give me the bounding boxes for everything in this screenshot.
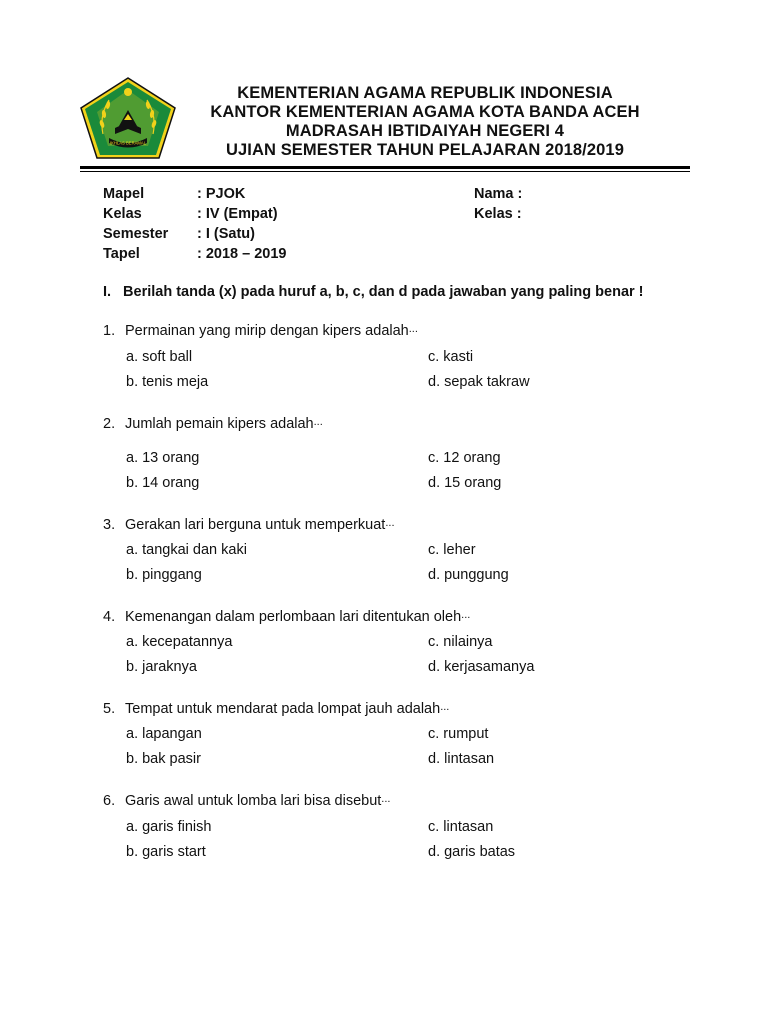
info-value: : PJOK <box>197 186 246 202</box>
option-c: c. nilainya <box>428 634 493 650</box>
option-a: a. soft ball <box>126 349 193 365</box>
question-text: Gerakan lari berguna untuk memperkuat <box>125 517 386 533</box>
option-c: c. 12 orang <box>428 450 501 466</box>
option-d: d. lintasan <box>428 751 495 767</box>
header-exam: UJIAN SEMESTER TAHUN PELAJARAN 2018/2019 <box>226 141 624 159</box>
info-value: : I (Satu) <box>197 226 255 242</box>
exam-info <box>103 184 287 264</box>
student-info <box>474 184 522 224</box>
option-b: b. 14 orang <box>126 475 200 491</box>
info-row <box>103 244 287 264</box>
option-d: d. 15 orang <box>428 475 502 491</box>
option-d: d. sepak takraw <box>428 374 530 390</box>
header-office: KANTOR KEMENTERIAN AGAMA KOTA BANDA ACEH <box>210 103 640 121</box>
info-row <box>103 184 287 204</box>
question-text: Kemenangan dalam perlombaan lari ditentukan oleh <box>125 609 462 625</box>
logo-text: IKHLAS BERAMAL <box>109 140 147 146</box>
question-text: Jumlah pemain kipers adalah <box>125 416 314 432</box>
option-b: b. garis start <box>126 844 206 860</box>
header-school: MADRASAH IBTIDAIYAH NEGERI 4 <box>285 122 565 140</box>
info-label: Tapel <box>103 246 140 262</box>
option-c: c. kasti <box>428 349 474 365</box>
student-class-field: Kelas : <box>474 206 522 222</box>
question-1 <box>103 323 418 339</box>
question-4 <box>103 609 470 625</box>
option-b: b. bak pasir <box>126 751 201 767</box>
question-dots: ... <box>440 701 450 713</box>
kemenag-logo-icon <box>79 76 177 160</box>
option-c: c. lintasan <box>428 819 494 835</box>
question-dots: ... <box>313 416 323 428</box>
instruction-text: Berilah tanda (x) pada huruf a, b, c, dan d pada jawaban yang paling benar ! <box>123 284 644 300</box>
question-number: 5. <box>103 701 116 717</box>
header-divider-thin <box>80 171 690 172</box>
option-a: a. kecepatannya <box>126 634 233 650</box>
option-b: b. jaraknya <box>126 659 197 675</box>
question-text: Permainan yang mirip dengan kipers adalah <box>125 323 409 339</box>
option-b: b. pinggang <box>126 567 202 583</box>
question-number: 3. <box>103 517 116 533</box>
info-label: Semester <box>103 226 169 242</box>
option-c: c. rumput <box>428 726 489 742</box>
option-d: d. punggung <box>428 567 509 583</box>
info-value: : 2018 – 2019 <box>197 246 287 262</box>
question-dots: ... <box>461 609 471 621</box>
header-divider-thick <box>80 166 690 169</box>
info-value: : IV (Empat) <box>197 206 278 222</box>
info-label: Mapel <box>103 186 145 202</box>
option-d: d. kerjasamanya <box>428 659 535 675</box>
option-a: a. tangkai dan kaki <box>126 542 247 558</box>
instruction <box>103 284 644 300</box>
document-header <box>190 84 660 160</box>
question-number: 1. <box>103 323 116 339</box>
question-text: Garis awal untuk lomba lari bisa disebut <box>125 793 382 809</box>
question-dots: ... <box>408 323 418 335</box>
option-a: a. 13 orang <box>126 450 200 466</box>
option-c: c. leher <box>428 542 476 558</box>
question-dots: ... <box>381 793 391 805</box>
question-dots: ... <box>385 517 395 529</box>
question-number: 2. <box>103 416 116 432</box>
question-number: 4. <box>103 609 116 625</box>
option-a: a. garis finish <box>126 819 212 835</box>
info-label: Kelas <box>103 206 142 222</box>
question-text: Tempat untuk mendarat pada lompat jauh adalah <box>125 701 441 717</box>
option-d: d. garis batas <box>428 844 516 860</box>
option-b: b. tenis meja <box>126 374 209 390</box>
option-a: a. lapangan <box>126 726 202 742</box>
question-2 <box>103 416 323 432</box>
info-row <box>103 204 287 224</box>
instruction-number: I. <box>103 284 112 300</box>
question-6 <box>103 793 390 809</box>
student-name-field: Nama : <box>474 186 523 202</box>
question-number: 6. <box>103 793 116 809</box>
question-3 <box>103 517 395 533</box>
question-5 <box>103 701 449 717</box>
info-row <box>103 224 287 244</box>
header-ministry: KEMENTERIAN AGAMA REPUBLIK INDONESIA <box>237 84 613 102</box>
